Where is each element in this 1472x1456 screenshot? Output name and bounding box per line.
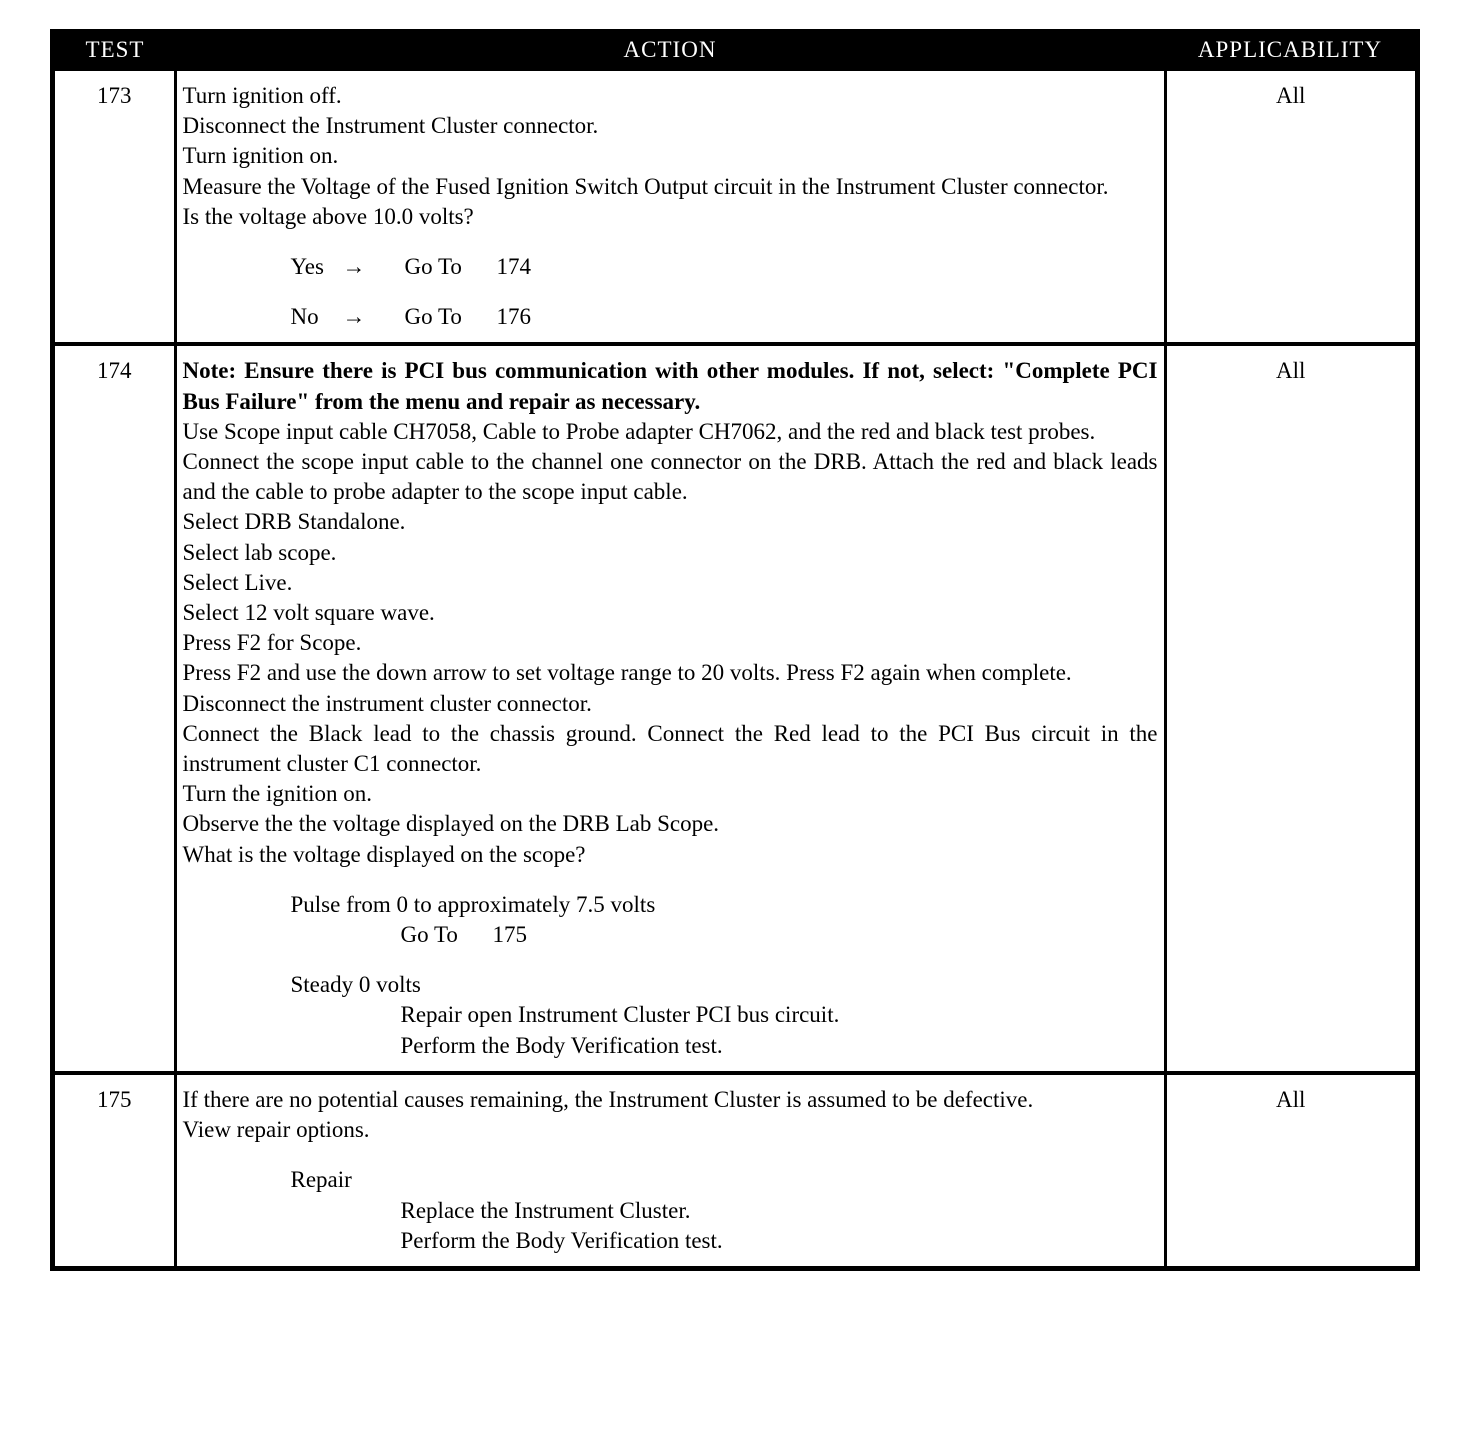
header-action: ACTION bbox=[175, 29, 1165, 71]
applicability-cell: All bbox=[1165, 1073, 1415, 1266]
action-step: Disconnect the Instrument Cluster connector. bbox=[182, 113, 599, 139]
branch-answer: Yes bbox=[290, 254, 324, 280]
action-step: Use Scope input cable CH7058, Cable to Probe adapter CH7062, and the red and black test probes. bbox=[182, 418, 1096, 444]
action-step: Select lab scope. bbox=[182, 539, 337, 565]
table-row bbox=[55, 344, 1415, 1072]
action-step: If there are no potential causes remaining, the Instrument Cluster is assumed to be defective. bbox=[182, 1086, 1034, 1112]
action-step: Turn ignition off. bbox=[182, 83, 342, 108]
result-step: Perform the Body Verification test. bbox=[400, 1227, 723, 1253]
diagnostic-table bbox=[55, 29, 1415, 1266]
header-applicability: APPLICABILITY bbox=[1165, 29, 1415, 71]
result-step: Perform the Body Verification test. bbox=[400, 1032, 723, 1058]
result-pulse bbox=[183, 890, 1158, 950]
result-condition: Pulse from 0 to approximately 7.5 volts bbox=[290, 891, 656, 917]
action-step: Press F2 and use the down arrow to set voltage range to 20 volts. Press F2 again when complete. bbox=[182, 660, 1072, 686]
goto-target: 176 bbox=[496, 304, 531, 330]
goto-label: Go To bbox=[400, 922, 458, 948]
goto-target: 175 bbox=[492, 922, 527, 948]
test-number: 173 bbox=[55, 71, 175, 344]
action-step: Turn ignition on. bbox=[182, 143, 339, 169]
goto-label: Go To bbox=[404, 254, 462, 280]
goto-target: 174 bbox=[496, 254, 531, 280]
action-cell bbox=[175, 344, 1165, 1072]
action-step: Select DRB Standalone. bbox=[182, 509, 406, 535]
result-step: Repair open Instrument Cluster PCI bus circuit. bbox=[400, 1002, 840, 1028]
action-step: What is the voltage displayed on the scope? bbox=[182, 841, 586, 867]
test-number: 175 bbox=[55, 1073, 175, 1266]
result-condition: Repair bbox=[290, 1167, 352, 1193]
applicability-cell: All bbox=[1165, 344, 1415, 1072]
test-number: 174 bbox=[55, 344, 175, 1072]
note-text: Note: Ensure there is PCI bus communication with other modules. If not, select: "Complete PCI Bus Failure" from the menu and repair as necessary. bbox=[182, 358, 1158, 414]
diagnostic-table-frame bbox=[50, 29, 1420, 1271]
header-test: TEST bbox=[55, 29, 175, 71]
branch-no bbox=[183, 302, 1158, 332]
action-step: Connect the scope input cable to the channel one connector on the DRB. Attach the red and black leads and the cable to probe adapter to the scope input cable. bbox=[182, 449, 1158, 505]
result-goto bbox=[291, 920, 1158, 950]
arrow-icon: → bbox=[342, 254, 366, 280]
header-row bbox=[55, 29, 1415, 71]
goto-label: Go To bbox=[404, 304, 462, 330]
action-step: Press F2 for Scope. bbox=[182, 630, 362, 656]
branch-yes bbox=[183, 252, 1158, 282]
action-step: Select Live. bbox=[182, 569, 293, 595]
result-steady bbox=[183, 970, 1158, 1061]
action-step: Is the voltage above 10.0 volts? bbox=[182, 203, 474, 229]
action-step: Disconnect the instrument cluster connector. bbox=[182, 690, 592, 716]
arrow-icon: → bbox=[342, 304, 366, 330]
result-step: Replace the Instrument Cluster. bbox=[400, 1197, 691, 1223]
applicability-cell: All bbox=[1276, 83, 1306, 108]
action-step: Select 12 volt square wave. bbox=[182, 600, 435, 626]
action-step: View repair options. bbox=[182, 1117, 370, 1143]
table-row bbox=[55, 1073, 1415, 1266]
action-step: Observe the the voltage displayed on the DRB Lab Scope. bbox=[182, 811, 720, 837]
result-repair bbox=[183, 1165, 1158, 1256]
action-step: Measure the Voltage of the Fused Ignition Switch Output circuit in the Instrument Cluster connector. bbox=[182, 173, 1109, 199]
result-condition: Steady 0 volts bbox=[290, 972, 421, 998]
table-row bbox=[55, 71, 1415, 344]
action-cell bbox=[175, 71, 1165, 344]
action-step: Turn the ignition on. bbox=[182, 781, 373, 807]
action-cell bbox=[175, 1073, 1165, 1266]
branch-answer: No bbox=[290, 304, 319, 330]
action-step: Connect the Black lead to the chassis ground. Connect the Red lead to the PCI Bus circuit in the instrument cluster C1 connector. bbox=[182, 720, 1158, 777]
